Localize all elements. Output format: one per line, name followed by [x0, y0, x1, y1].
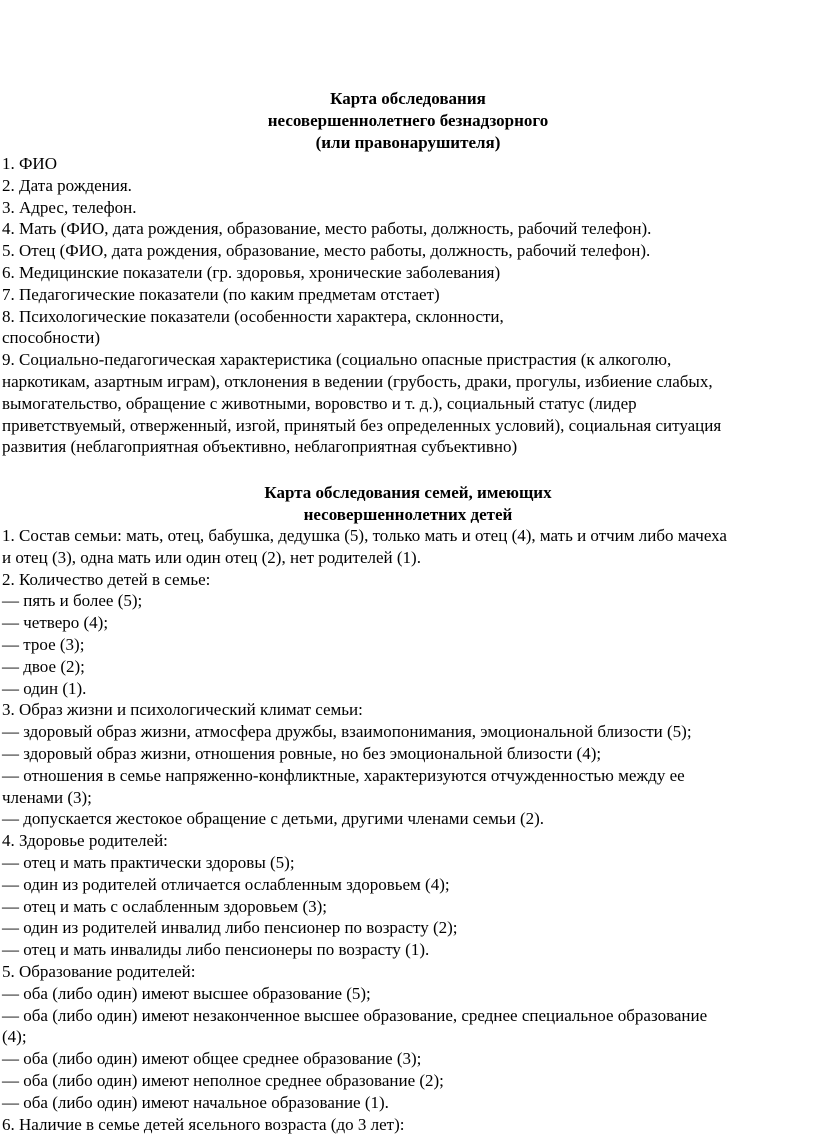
section2-line: 6. Наличие в семье детей ясельного возраста (до 3 лет):	[2, 1114, 405, 1134]
section1-line: 9. Социально-педагогическая характеристика (социально опасные пристрастия (к алкоголю,	[2, 350, 672, 370]
section1-line: вымогательство, обращение с животными, воровство и т. д.), социальный статус (лидер	[2, 393, 637, 413]
section2-title	[0, 482, 816, 526]
section2-line: — двое (2);	[2, 656, 85, 676]
section1-title-line: несовершеннолетнего безнадзорного	[267, 110, 549, 130]
section2-line: (4);	[2, 1027, 27, 1047]
section2-line: — оба (либо один) имеют начальное образование (1).	[2, 1092, 389, 1112]
section1-line: 3. Адрес, телефон.	[2, 197, 137, 217]
section2-line: — отец и мать инвалиды либо пенсионеры по возрасту (1).	[2, 940, 430, 960]
section2-line: 1. Состав семьи: мать, отец, бабушка, дедушка (5), только мать и отец (4), мать и отчим либо мачеха	[2, 526, 727, 545]
section2-title-line: несовершеннолетних детей	[303, 504, 513, 524]
section2-line: 4. Здоровье родителей:	[2, 831, 168, 851]
section1-line: приветствуемый, отверженный, изгой, принятый без определенных условий), социальная ситуация	[2, 415, 722, 435]
section1-line: 8. Психологические показатели (особенности характера, склонности,	[2, 306, 504, 326]
section1-line: 4. Мать (ФИО, дата рождения, образование, место работы, должность, рабочий телефон).	[2, 219, 652, 239]
section2-line: членами (3);	[2, 787, 92, 807]
section2-line: 3. Образ жизни и психологический климат семьи:	[2, 700, 363, 720]
section2-body	[2, 525, 814, 1135]
section2-line: — один из родителей инвалид либо пенсионер по возрасту (2);	[2, 918, 458, 938]
section1-line: 5. Отец (ФИО, дата рождения, образование, место работы, должность, рабочий телефон).	[2, 241, 651, 261]
section1-title-line: Карта обследования	[330, 89, 486, 108]
section2-line: 5. Образование родителей:	[2, 961, 196, 981]
section2-line: — один (1).	[2, 678, 87, 698]
section2-line: — здоровый образ жизни, отношения ровные, но без эмоциональной близости (4);	[2, 743, 602, 763]
section2-line: — четверо (4);	[2, 613, 109, 633]
section2-line: — допускается жестокое обращение с детьми, другими членами семьи (2).	[2, 809, 545, 829]
section2-line: — здоровый образ жизни, атмосфера дружбы, взаимопонимания, эмоциональной близости (5);	[2, 722, 692, 742]
section1-title-line: (или правонарушителя)	[315, 132, 501, 152]
section1-line: развития (неблагоприятная объективно, неблагоприятная субъективно)	[2, 437, 518, 457]
section2-line: — пять и более (5);	[2, 591, 143, 611]
section1-line: 7. Педагогические показатели (по каким предметам отстает)	[2, 284, 440, 304]
section1-line: 2. Дата рождения.	[2, 175, 132, 195]
section2-line: — отец и мать с ослабленным здоровьем (3);	[2, 896, 327, 916]
section1-body	[2, 153, 814, 458]
section2-line: — отношения в семье напряженно-конфликтные, характеризуются отчужденностью между ее	[2, 765, 685, 785]
section2-title-line: Карта обследования семей, имеющих	[264, 483, 552, 502]
section2-line: — отец и мать практически здоровы (5);	[2, 852, 295, 872]
section2-line: — оба (либо один) имеют незаконченное высшее образование, среднее специальное образование	[2, 1005, 708, 1025]
section1-line: 1. ФИО	[2, 154, 57, 173]
section2-line: 2. Количество детей в семье:	[2, 569, 211, 589]
section2-line: — трое (3);	[2, 634, 85, 654]
section1-title	[0, 88, 816, 153]
section1-line: наркотикам, азартным играм), отклонения в ведении (грубость, драки, прогулы, избиение слабых,	[2, 371, 713, 391]
section1-line: 6. Медицинские показатели (гр. здоровья, хронические заболевания)	[2, 262, 501, 282]
section1-line: способности)	[2, 328, 101, 348]
section2-line: — оба (либо один) имеют общее среднее образование (3);	[2, 1049, 422, 1069]
section2-line: и отец (3), одна мать или один отец (2), нет родителей (1).	[2, 547, 421, 567]
section2-line: — оба (либо один) имеют неполное среднее образование (2);	[2, 1070, 444, 1090]
section2-line: — оба (либо один) имеют высшее образование (5);	[2, 983, 371, 1003]
section2-line: — один из родителей отличается ослабленным здоровьем (4);	[2, 874, 450, 894]
